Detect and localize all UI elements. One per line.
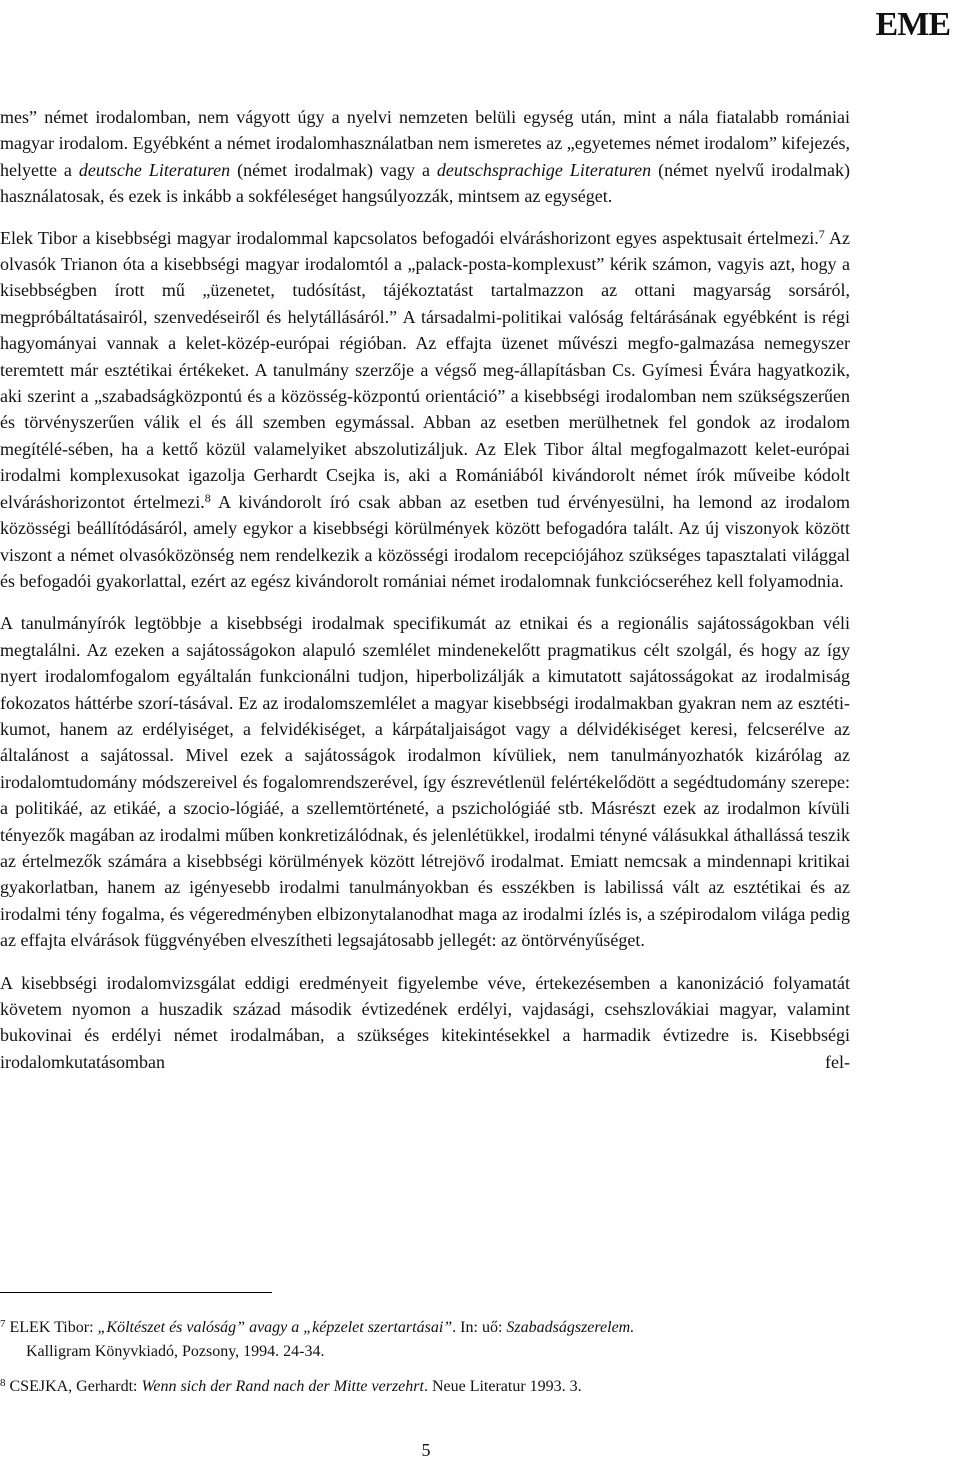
italic-term: deutschsprachige Literaturen [436, 159, 652, 180]
footnote-number: 8 [0, 1377, 6, 1389]
paragraph: mes” német irodalomban, nem vágyott úgy a nyelvi nemzeten belüli egység után, mint a nála fiatalabb romániai magyar irodalom. Egyébként a német irodalomhasználatban nem ismeretes az „egyetemes német irodalom” kifejezés, helyette a deutsche Literaturen (német irodalmak) vagy a deutschsprachige Literaturen (német nyelvű irodalmak) használatosak, és ezek is inkább a sokféleséget hangsúlyozzák, mintsem az egységet. [0, 107, 851, 207]
paragraph: A kisebbségi irodalomvizsgálat eddigi eredményeit figyelembe véve, értekezésemben a kanonizáció folyamatát követem nyomon a huszadik század második évtizedének erdélyi, vajdasági, csehszlovákiai magyar, valamint bukovinai és erdélyi német irodalmában, a szükséges kitekintésekkel a harmadik évtizedre is. Kisebbségi irodalomkutatásomban fel- [0, 972, 850, 1072]
footnote-ref-8[interactable]: 8 [204, 490, 211, 505]
page-number: 5 [421, 1440, 431, 1460]
footnote-number: 7 [0, 1318, 6, 1330]
paragraph: A tanulmányírók legtöbbje a kisebbségi irodalmak specifikumát az etnikai és a regionális sajátosságokban véli megtalálni. Az ezeken a sajátosságokon alapuló szemlélet mindenekelőtt pragmatikus célt szolgál, és hogy az így nyert irodalomfogalom egyáltalán funkcionálni tudjon, hiperbolizálják a kimutatott sajátosságokat az irodalmiság fokozatos háttérbe szorí-tásával. Ez az irodalomszemlélet a magyar kisebbségi irodalmakban gyakran nem az esztéti-kumot, hanem az erdélyiséget, a felvidékiséget, a kárpátaljaiságot vagy a délvidékiséget keresi, felcserélve az általánost a sajátossal. Mivel ezek a sajátosságok irodalmon kívüliek, nem tanulmányozhatók kizárólag az irodalomtudomány módszereivel és fogalomrendszerével, így észrevétlenül felértékelődött a segédtudomány szerepe: a politikáé, az etikáé, a szocio-lógiáé, a szellemtörténeté, a pszichológiáé stb. Másrészt ezek az irodalmon kívüli tényezők magában az irodalmi műben konkretizálódnak, és jelenlétükkel, irodalmi tényné válásukkal áthallássá teszik az értelmezők számára a kisebbségi körülmények között létrejövő irodalmat. Emiatt nemcsak a mindennapi kritikai gyakorlatban, hanem az igényesebb irodalmi tanulmányokban és esszékben is labilissá vált az esztétikai és az irodalmi tény fogalma, és végeredményben elbizonytalanodhat maga az irodalmi ízlés is, a szépirodalom világa pedig az effajta elvárások függvényében elveszítheti legsajátosabb jellegét: az öntörvényűséget. [0, 613, 850, 951]
footnote-ref-7[interactable]: 7 [818, 226, 825, 241]
footnote-divider [0, 1292, 272, 1293]
italic-term: deutsche Literaturen [78, 159, 231, 180]
footnote-7: $^7$ ELEK Tibor: „Költészet és valóság” avagy a „képzelet szertartásai”. In: uő: Szabadságszerelem. Kalligram Könyvkiadó, Pozsony, 1994. 24-34. [0, 1318, 635, 1360]
paragraph: Elek Tibor a kisebbségi magyar irodalommal kapcsolatos befogadói elváráshorizont egyes aspektusait értelmezi.$^7$ Az olvasók Trianon óta a kisebbségi magyar irodalomtól a „palack-posta-komplexust” kérik számon, vagyis azt, hogy a kisebbségben írott mű „üzenetet, tudósítást, tájékoztatást tartalmazzon az ottani magyarság sorsáról, megpróbáltatásairól, szenvedéseiről és helytállásáról.” A társadalmi-politikai valóság feltárásának egyébként is régi hagyományai vannak a kelet-közép-európai régióban. Az effajta üzenet művészi megfo-galmazása nemegyszer teremtett már esztétikai értékeket. A tanulmány szerzője a végső meg-állapításban Cs. Gyímesi Évára hagyatkozik, aki szerint a „szabadságközpontú és a közösség-központú orientáció” a kisebbségi irodalomban nem szükségszerűen és törvényszerűen válik el és áll szemben egymással. Abban az esetben merülhetnek fel gondok az irodalom megítélé-sében, ha a kettő közül valamelyiket abszolutizáljuk. Az Elek Tibor által megfogalmazott kelet-európai irodalmi komplexusokat igazolja Gerhardt Csejka is, aki a Romániából kivándorolt német írók műveibe kódolt elváráshorizontot értelmezi.$^8$ A kivándorolt író csak abban az esetben tud érvényesülni, ha lemond az irodalom közösségi beállítódásáról, amely egykor a kisebbségi körülmények között befogadóra talált. Az új viszonyok között viszont a német olvasóközönség nem rendelkezik a közösségi irodalom recepciójához szükséges tapasztalati világgal és befogadói gyakorlattal, ezért az egész kivándorolt romániai német irodalomnak funkciócseréhez kell folyamodnia. [0, 226, 850, 591]
publisher-logo: EME [875, 6, 950, 43]
footnote-8: $^8$ CSEJKA, Gerhardt: Wenn sich der Rand nach der Mitte verzehrt. Neue Literatur 1993. 3. [0, 1377, 582, 1395]
body-text [0, 104, 850, 1075]
